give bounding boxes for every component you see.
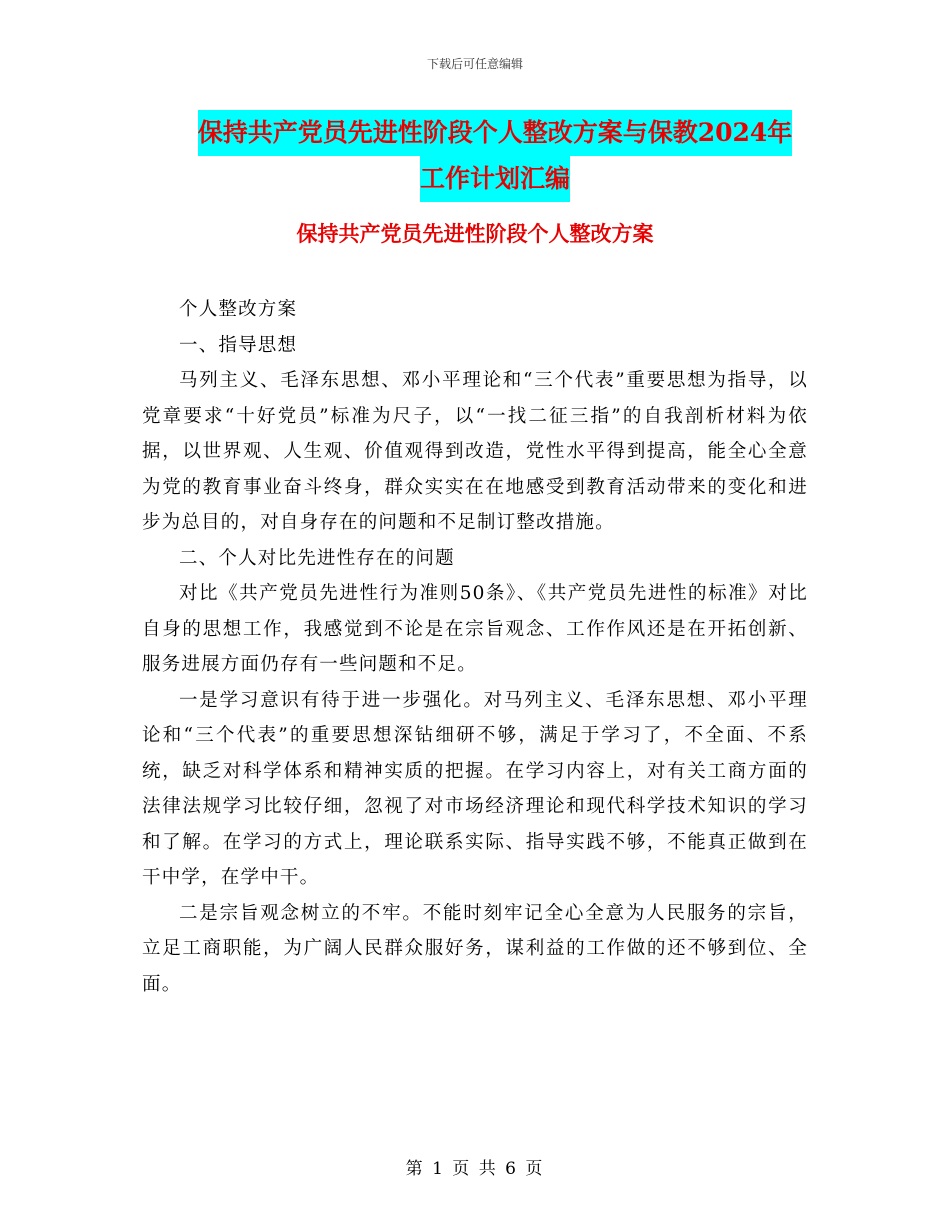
section-title: 保持共产党员先进性阶段个人整改方案 [296, 221, 654, 246]
header-note: 下载后可任意编辑 [426, 57, 523, 71]
paragraph-comparison: 对比《共产党员先进性行为准则50条》、《共产党员先进性的标准》对比自身的思想工作，我感觉到不论是在宗旨观念、工作作风还是在开拓创新、服务进展方面仍存有一些问题和不足。 [142, 583, 808, 675]
paragraph-problem-one: 一是学习意识有待于进一步强化。对马列主义、毛泽东思想、邓小平理论和“三个代表”的重要思想深钻细研不够，满足于学习了，不全面、不系统，缺乏对科学体系和精神实质的把握。在学习内容上，对有关工商方面的法律法规学习比较仔细，忽视了对市场经济理论和现代科学技术知识的学习和了解。在学习的方式上，理论联系实际、指导实践不够，不能真正做到在干中学，在学中干。 [142, 689, 808, 888]
paragraph-guiding-thought: 马列主义、毛泽东思想、邓小平理论和“三个代表”重要思想为指导，以党章要求“十好党员”标准为尺子，以“一找二征三指”的自我剖析材料为依据，以世界观、人生观、价值观得到改造，党性水平得到提高，能全心全意为党的教育事业奋斗终身，群众实实在在地感受到教育活动带来的变化和进步为总目的，对自身存在的问题和不足制订整改措施。 [142, 370, 808, 533]
main-title-line-2: 工作计划汇编 [420, 156, 570, 202]
paragraph-problem-two: 二是宗旨观念树立的不牢。不能时刻牢记全心全意为人民服务的宗旨，立足工商职能，为广阔人民群众服好务，谋利益的工作做的还不够到位、全面。 [142, 902, 808, 995]
paragraph-heading-guiding-thought: 一、指导思想 [179, 334, 298, 356]
paragraph-heading-plan: 个人整改方案 [179, 299, 298, 320]
page-number-footer: 第 1 页 共 6 页 [405, 1159, 545, 1179]
main-title-line-1: 保持共产党员先进性阶段个人整改方案与保教2024年 [198, 110, 793, 156]
paragraph-heading-problems: 二、个人对比先进性存在的问题 [179, 547, 455, 569]
document-body [142, 292, 808, 1002]
document-main-title [140, 110, 850, 202]
